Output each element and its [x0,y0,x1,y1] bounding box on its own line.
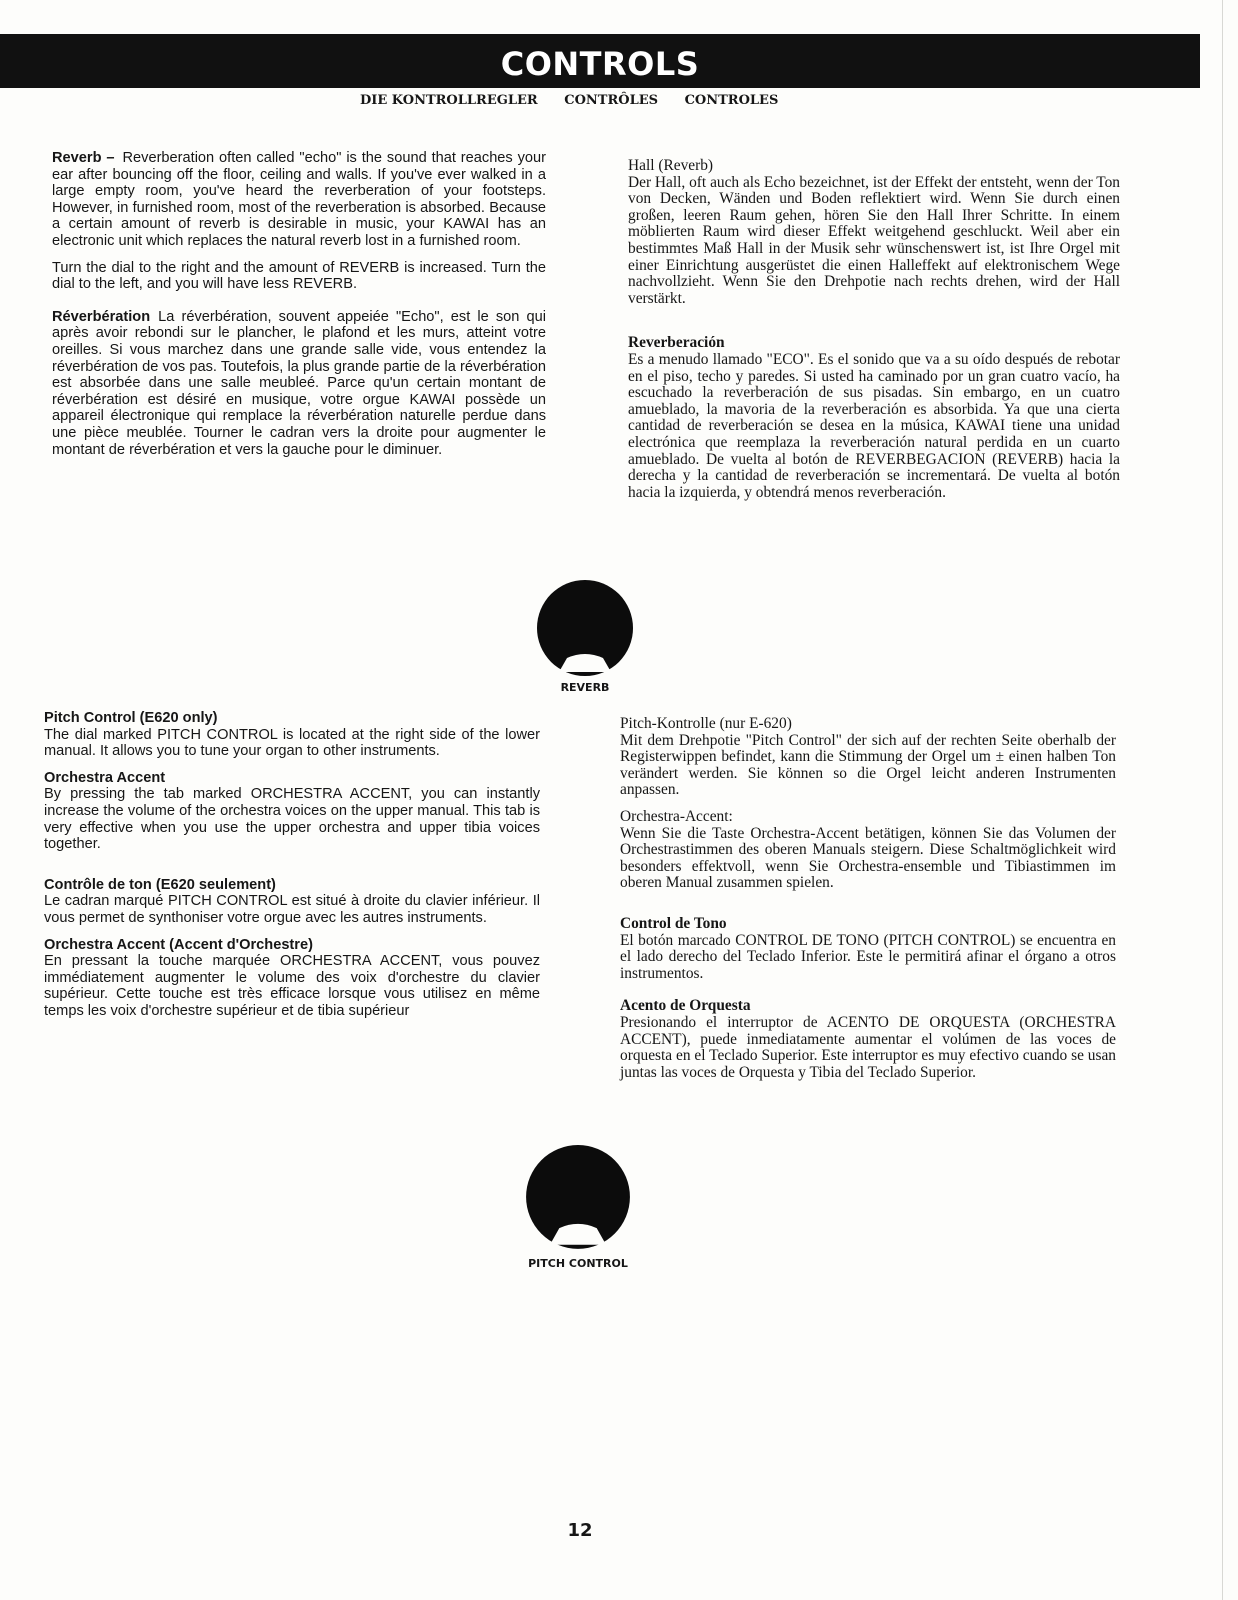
reverb-es-heading: Reverberación [628,334,725,352]
reverb-fr-body: La réverbération, souvent appeiée "Echo", est le son qui après avoir rebondi sur le plancher, le plafond et les murs, atteint votre oreilles. Si vous marchez dans une grande salle vide, vous entendez la réverbération de vos pas. Toutefois, la plus grande partie de la réverbération est absorbée dans une salle meubleé. Parce qu'un certain montant de réverbération est désiré en musique, votre orgue KAWAI possède un appareil électronique qui remplace la réverbération naturelle perdue dans une pièce meublée. Tourner le cadran vers la droite pour augmenter le montant de réverbération et vers la gauche pour le diminuer. [52,308,546,458]
page-number: 12 [567,1520,593,1541]
page-edge-line [1222,0,1223,1600]
pitch-fr-body: Le cadran marqué PITCH CONTROL est situé à droite du clavier inférieur. Il vous permet de synthoniser votre orgue avec les autres instruments. [44,893,540,926]
pitch-left-column [44,710,540,1036]
accent-fr-heading: Orchestra Accent (Accent d'Orchestre) [44,936,313,953]
reverb-en-heading: Reverb – [52,150,115,166]
pitch-es-body: El botón marcado CONTROL DE TONO (PITCH CONTROL) se encuentra en el lado derecho del Teclado Inferior. Este le permitirá afinar el órgano a otros instrumentos. [620,931,1116,982]
reverb-es-body: Es a menudo llamado "ECO". Es el sonido que va a su oído después de rebotar en el piso, techo y paredes. Si usted ha caminado por un gran cuatro vacío, ha escuchado la reverberación de sus pisadas. Sin embargo, en un cuatro amueblado, la mavoria de la reverberación es absorbida. Ya que una cierta cantidad de reverberación se desea en la música, KAWAI tiene una unidad electrónica que reemplaza la reverberación natural perdida en un cuarto amueblado. De vuelta al botón de REVERBEGACION (REVERB) hacia la derecha y la cantidad de reverberación se incrementará. De vuelta al botón hacia la izquierda, y obtendrá menos reverberación. [628,350,1120,501]
reverb-left-column [52,150,546,474]
reverb-knob-icon [533,580,637,680]
reverb-en-body2: Turn the dial to the right and the amount of REVERB is increased. Turn the dial to the left, and you will have less REVERB. [52,259,546,293]
subtitle-french: CONTRÔLES [564,93,659,108]
pitch-control-knob-label: PITCH CONTROL [528,1257,628,1270]
header-subtitles [360,93,880,108]
page-title: CONTROLS [500,45,700,83]
pitch-control-knob-icon [524,1145,632,1253]
reverb-de-body: Der Hall, oft auch als Echo bezeichnet, ist der Effekt der entsteht, wenn der Ton von Decken, Wänden und Boden reflektiert wird. Wenn Sie durch einen großen, leeren Raum gehen, hören Sie den Hall Ihrer Schritte. In einem möblierten Raum wird dieser Effekt weitgehend geschluckt. Weil aber ein bestimmtes Maß Hall in der Musik sehr wünschenswert ist, ist Ihre Orgel mit einer Einrichtung ausgerüstet die einen Halleffekt auf elektronischem Wege nachvollzieht. Wenn Sie den Drehpotie nach rechts drehen, wird der Hall verstärkt. [628,173,1120,307]
pitch-en-body: The dial marked PITCH CONTROL is located at the right side of the lower manual. It allows you to tune your organ to other instruments. [44,726,540,760]
pitch-en-heading: Pitch Control (E620 only) [44,710,218,726]
pitch-de-heading: Pitch-Kontrolle (nur E-620) [620,715,792,732]
accent-en-heading: Orchestra Accent [44,769,166,786]
subtitle-german: DIE KONTROLLREGLER [360,93,538,108]
pitch-fr-heading: Contrôle de ton (E620 seulement) [44,876,276,893]
reverb-fr-heading: Réverbération [52,308,151,325]
subtitle-spanish: CONTROLES [684,93,779,108]
accent-de-body: Wenn Sie die Taste Orchestra-Accent betätigen, können Sie das Volumen der Orchestrastimmen des oberen Manuals steigern. Diese Schaltmöglichkeit wird besonders effektvoll, wenn Sie Orchestra-ensemble und Tibiastimmen im oberen Manual zusammen spielen. [620,824,1116,892]
pitch-es-heading: Control de Tono [620,914,727,932]
accent-de-heading: Orchestra-Accent: [620,807,733,825]
accent-es-body: Presionando el interruptor de ACENTO DE ORQUESTA (ORCHESTRA ACCENT), puede inmediatamente aumentar el volúmen de las voces de orquesta en el Teclado Superior. Este interruptor es muy efectivo cuando se usan juntas las voces de Orquesta y Tibia del Teclado Superior. [620,1013,1116,1081]
pitch-right-column [620,716,1116,1097]
reverb-en-body: Reverberation often called "echo" is the sound that reaches your ear after bouncing off the floor, ceiling and walls. If you've ever walked in a large empty room, you've heard the reverberation of your footsteps. However, in furnished room, most of the reverberation is absorbed. Because a certain amount of reverb is desirable in music, your KAWAI has an electronic unit which replaces the natural reverb lost in a furnished room. [52,150,547,249]
reverb-right-column [628,158,1120,517]
pitch-de-body: Mit dem Drehpotie "Pitch Control" der sich auf der rechten Seite oberhalb der Registerwippen befindet, kann die Stimmung der Orgel um ± einen halben Ton verändert werden. Sie können so die Orgel leicht anderen Instrumenten anpassen. [620,731,1116,799]
accent-en-body: By pressing the tab marked ORCHESTRA ACCENT, you can instantly increase the volume of the orchestra voices on the upper manual. This tab is very effective when you use the upper orchestra and upper tibia voices together. [44,786,540,853]
accent-fr-body: En pressant la touche marquée ORCHESTRA ACCENT, vous pouvez immédiatement augmenter le volume des voix d'orchestre du clavier supérieur. Cette touche est très efficace lorsque vous utilisez en même temps les voix d'orchestre supérieur et de tibia supérieur [44,953,540,1019]
accent-es-heading: Acento de Orquesta [620,997,751,1015]
reverb-fr-paragraph [52,309,546,458]
reverb-de-heading: Hall (Reverb) [628,157,714,174]
reverb-en-paragraph [52,150,546,250]
reverb-knob-label: REVERB [560,681,610,694]
